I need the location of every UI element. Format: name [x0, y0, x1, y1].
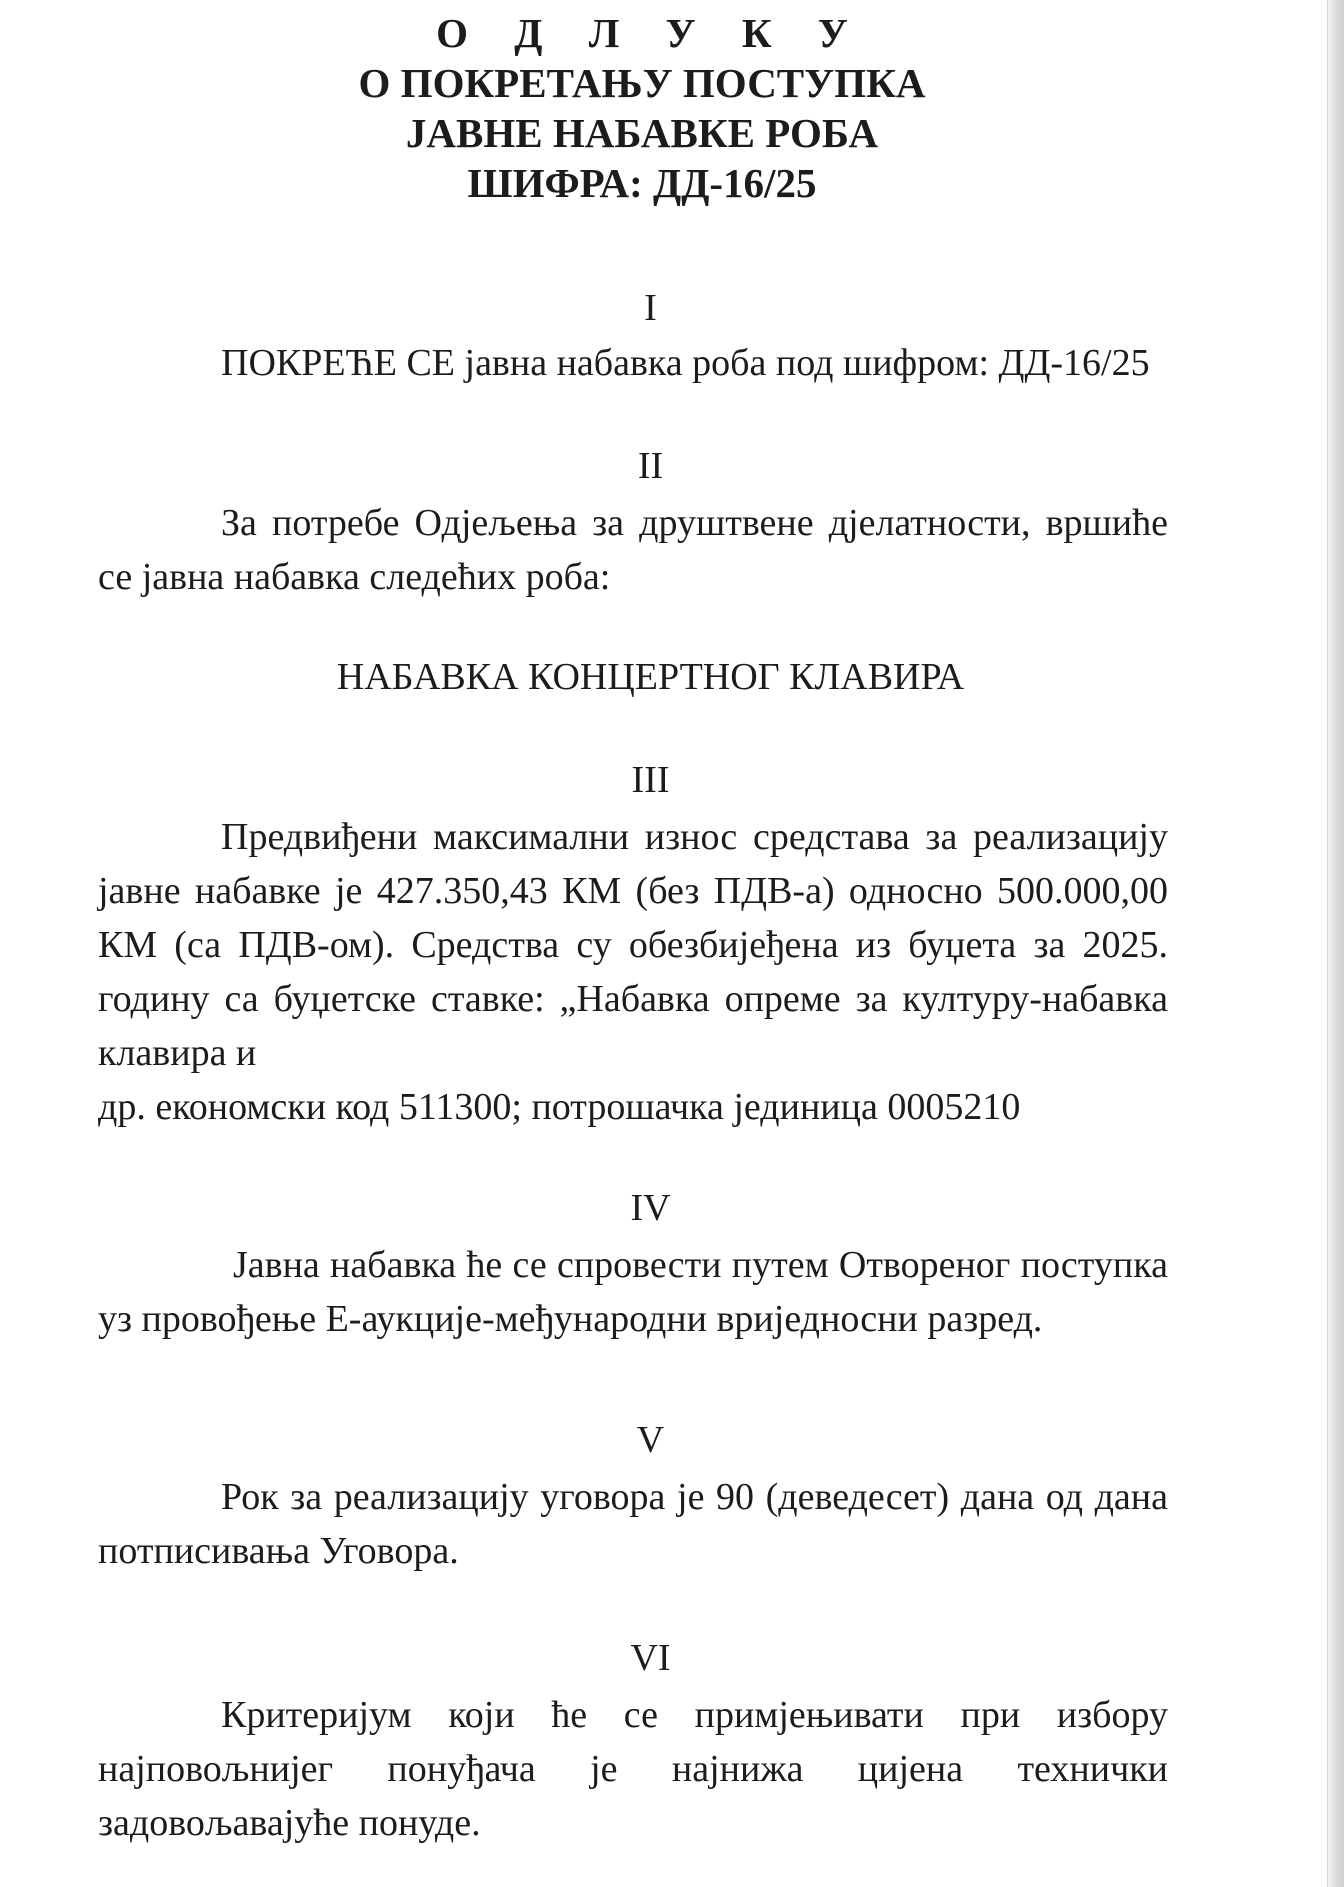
procurement-item-title: НАБАВКА КОНЦЕРТНОГ КЛАВИРА [336, 656, 965, 698]
section-numeral-6: VI [630, 1637, 671, 1679]
section-2-text: За потребе Одјељења за друштвене дјелатности, вршиће се јавна набавка следећих роба: [98, 502, 1168, 598]
section-6-text: Критеријум који ће се примјењивати при избору најповољнијег понуђача је најнижа цијена технички задовољавајуће понуде. [98, 1694, 1168, 1844]
section-numeral-5: V [636, 1419, 665, 1461]
decision-title: О Д Л У К У [436, 10, 866, 56]
section-numeral-3: III [631, 759, 670, 801]
section-3-text: Предвиђени максимални износ средстава за реализацију јавне набавке је 427.350,43 КМ (без ПДВ-а) односно 500.000,00 КМ (са ПДВ-ом). Средства су обезбијеђена из буџета за 2025. годину са буџетске ставке: „Набавка опреме за културу-набавка клавира и [98, 816, 1168, 1074]
section-5-text: Рок за реализацију уговора је 90 (деведесет) дана од дана потписивања Уговора. [98, 1476, 1168, 1572]
procurement-code: ШИФРА: ДД-16/25 [467, 160, 817, 206]
section-numeral-4: IV [630, 1187, 671, 1229]
procurement-type: ЈАВНЕ НАБАВКЕ РОБА [405, 110, 879, 156]
section-numeral-1: I [644, 287, 657, 329]
page-edge-shadow [1327, 0, 1344, 1887]
section-1-text: ПОКРЕЋЕ СЕ јавна набавка роба под шифром: ДД-16/25 [221, 342, 1150, 384]
section-numeral-2: II [637, 445, 664, 487]
document-content [98, 0, 1168, 1850]
section-3-text-last-line: др. економски код 511300; потрошачка јединица 0005210 [98, 1086, 1021, 1128]
section-4-text: Јавна набавка ће се спровести путем Отвореног поступка уз провођење Е-аукције-међународни вриједносни разред. [98, 1244, 1168, 1340]
decision-subtitle: О ПОКРЕТАЊУ ПОСТУПКА [358, 60, 926, 106]
document-header [116, 8, 1168, 208]
